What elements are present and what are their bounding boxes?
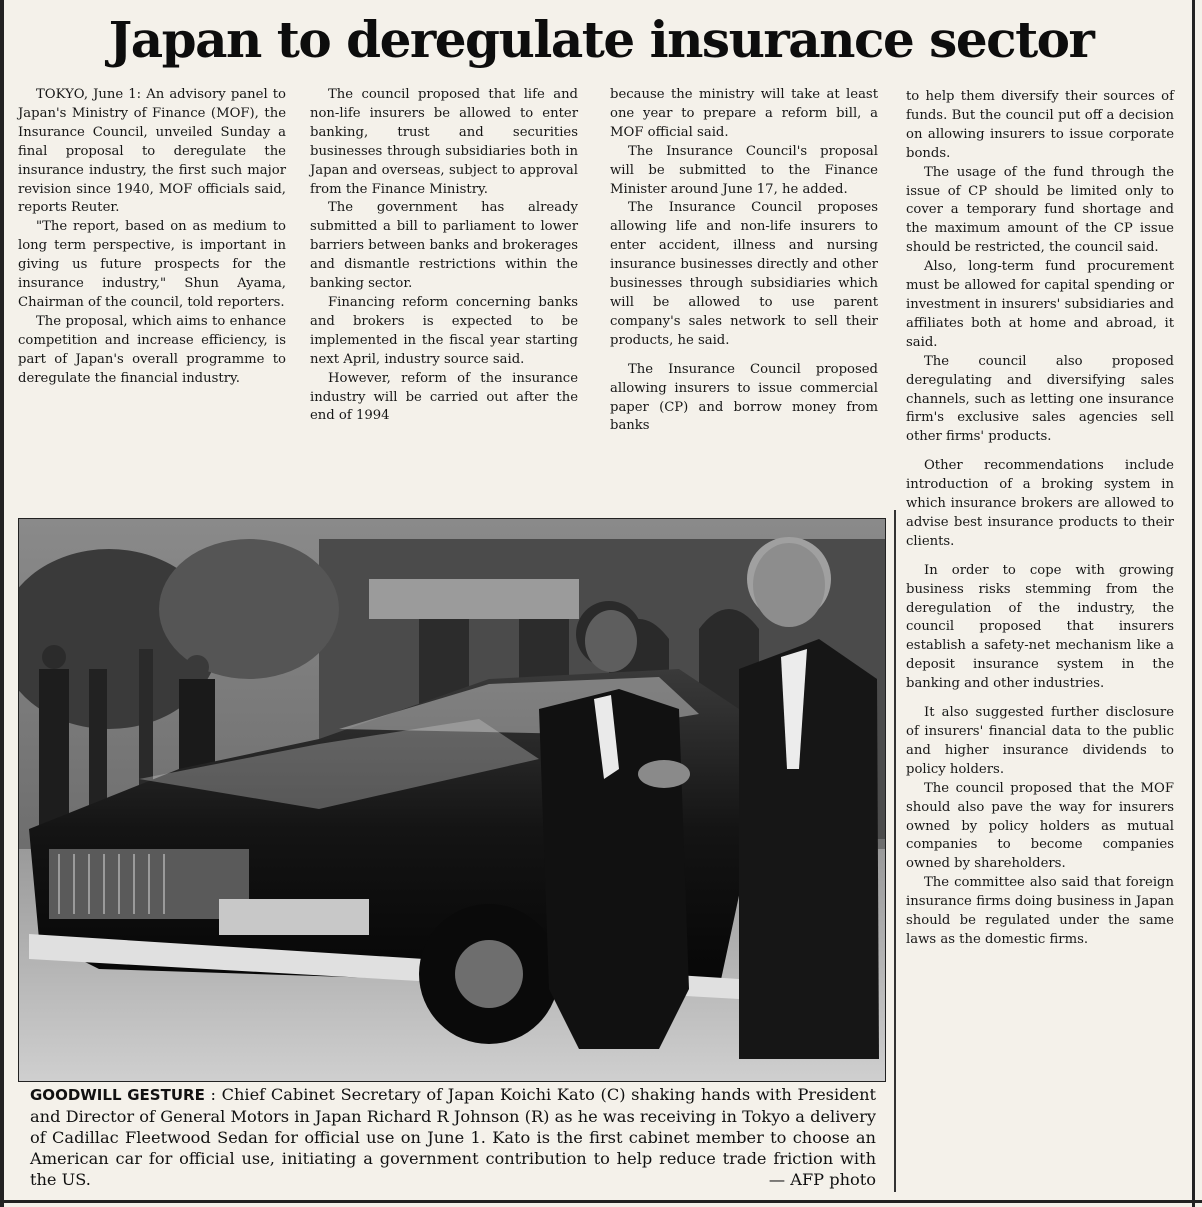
article-column-2 [310,86,578,426]
paragraph: The usage of the fund through the issue of CP should be limited only to cover a temporary fund shortage and the maximum amount of the CP issue should be restricted, the council said. [906,164,1174,256]
page-edge-left [0,0,4,1207]
photo-credit: — AFP photo [768,1170,876,1189]
paragraph: The proposal, which aims to enhance competition and increase efficiency, is part of Japan's overall programme to deregulate the financial industry. [18,313,286,386]
headline: Japan to deregulate insurance sector [108,10,1094,69]
article-column-4 [906,88,1174,950]
article-column-3 [610,86,878,436]
photo-illustration [19,519,885,1081]
paragraph: The government has already submitted a bill to parliament to lower barriers between banks and brokerages and dismantle restrictions within the banking sector. [310,200,578,292]
paragraph: The Insurance Council's proposal will be submitted to the Finance Minister around June 17, he added. [610,143,878,197]
photo-caption [30,1084,876,1190]
news-photo [18,518,886,1082]
paragraph: "The report, based on as medium to long term perspective, is important in giving us future prospects for the insurance industry," Shun Ayama, Chairman of the council, told reporters. [18,219,286,310]
article-column-1 [18,86,286,389]
paragraph: Also, long-term fund procurement must be allowed for capital spending or investment in insurers' subsidiaries and affiliates both at home and abroad, it said. [906,259,1174,350]
column-rule [894,510,896,1192]
paragraph: The council proposed that the MOF should also pave the way for insurers owned by policy holders as mutual companies to become companies owned by shareholders. [906,780,1174,872]
caption-lead: GOODWILL GESTURE [30,1086,205,1104]
caption-text: : Chief Cabinet Secretary of Japan Koichi Kato (C) shaking hands with President and Director of General Motors in Japan Richard R Johnson (R) as he was receiving in Tokyo a delivery of Cadillac Fleetwood Sedan for official use on June 1. Kato is the first cabinet member to choose an American car for official use, initiating a government contribution to help reduce trade friction with the US. [30,1085,877,1189]
bottom-rule [0,1200,1202,1203]
paragraph: Other recommendations include introduction of a broking system in which insurance brokers are allowed to advise best insurance products to their clients. [906,458,1174,549]
paragraph: However, reform of the insurance industry will be carried out after the end of 1994 [310,370,578,424]
paragraph: to help them diversify their sources of funds. But the council put off a decision on allowing insurers to issue corporate bonds. [906,89,1174,161]
paragraph: In order to cope with growing business risks stemming from the deregulation of the industry, the council proposed that insurers establish a safety-net mechanism like a deposit insurance system in the banking and other industries. [906,562,1174,692]
paragraph: TOKYO, June 1: An advisory panel to Japan's Ministry of Finance (MOF), the Insurance Council, unveiled Sunday a final proposal to deregulate the insurance industry, the first such major revision since 1940, MOF officials said, reports Reuter. [18,87,286,216]
paragraph: The Insurance Council proposed allowing insurers to issue commercial paper (CP) and borrow money from banks [610,361,878,434]
paragraph: The council also proposed deregulating and diversifying sales channels, such as letting one insurance firm's exclusive sales agencies sell other firms' products. [906,353,1174,445]
page-edge-right [1192,0,1195,1207]
paragraph: It also suggested further disclosure of insurers' financial data to the public and higher insurance dividends to policy holders. [906,705,1174,777]
paragraph: The committee also said that foreign insurance firms doing business in Japan should be regulated under the same laws as the domestic firms. [906,875,1174,947]
paragraph: The council proposed that life and non-life insurers be allowed to enter banking, trust and securities businesses through subsidiaries both in Japan and overseas, subject to approval from the Finance Ministry. [310,87,578,197]
paragraph: because the ministry will take at least one year to prepare a reform bill, a MOF official said. [610,87,878,140]
paragraph: Financing reform concerning banks and brokers is expected to be implemented in the fiscal year starting next April, industry source said. [310,294,578,367]
paragraph: The Insurance Council proposes allowing life and non-life insurers to enter accident, illness and nursing insurance businesses directly and other businesses through subsidiaries which will be allowed to use parent company's sales network to sell their products, he said. [610,200,878,348]
